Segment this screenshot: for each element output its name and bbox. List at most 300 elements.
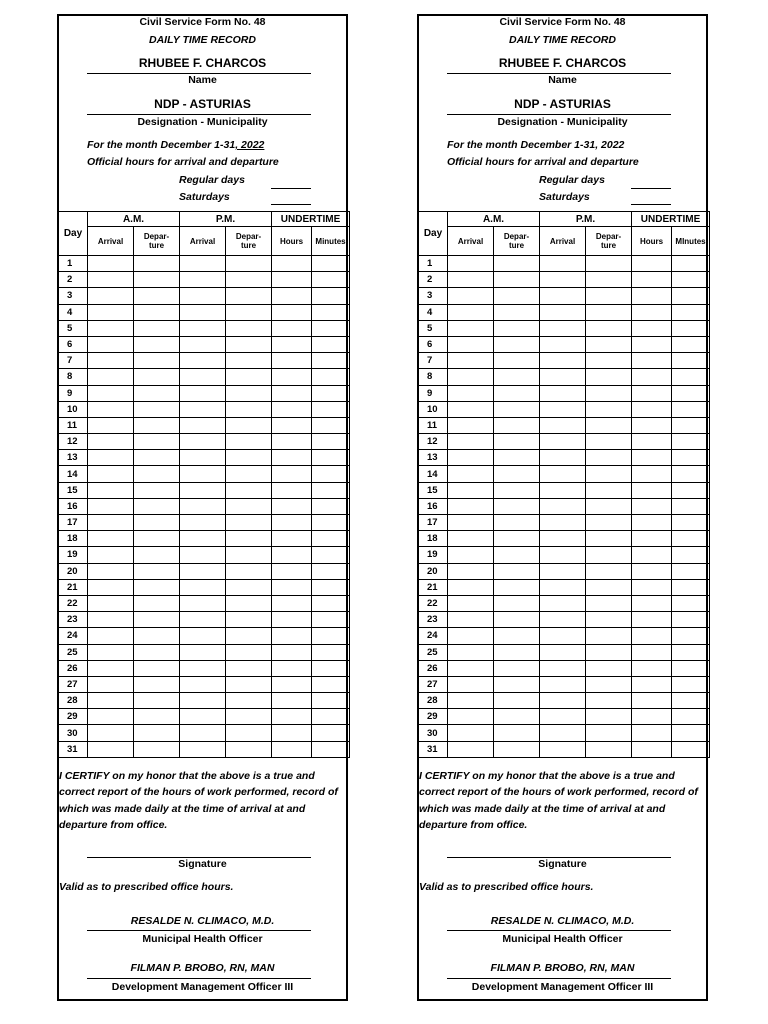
time-entry-cell[interactable] xyxy=(448,676,494,692)
time-entry-cell[interactable] xyxy=(632,644,672,660)
time-entry-cell[interactable] xyxy=(88,401,134,417)
time-entry-cell[interactable] xyxy=(312,612,350,628)
time-entry-cell[interactable] xyxy=(226,450,272,466)
time-entry-cell[interactable] xyxy=(672,676,710,692)
time-entry-cell[interactable] xyxy=(494,369,540,385)
time-entry-cell[interactable] xyxy=(448,434,494,450)
time-entry-cell[interactable] xyxy=(494,466,540,482)
time-entry-cell[interactable] xyxy=(226,401,272,417)
time-entry-cell[interactable] xyxy=(540,304,586,320)
time-entry-cell[interactable] xyxy=(494,304,540,320)
time-entry-cell[interactable] xyxy=(632,272,672,288)
time-entry-cell[interactable] xyxy=(134,434,180,450)
time-entry-cell[interactable] xyxy=(448,320,494,336)
time-entry-cell[interactable] xyxy=(180,693,226,709)
saturdays-blank[interactable] xyxy=(631,204,671,205)
time-entry-cell[interactable] xyxy=(448,256,494,272)
time-entry-cell[interactable] xyxy=(586,515,632,531)
time-entry-cell[interactable] xyxy=(312,676,350,692)
time-entry-cell[interactable] xyxy=(632,466,672,482)
time-entry-cell[interactable] xyxy=(586,272,632,288)
time-entry-cell[interactable] xyxy=(448,628,494,644)
time-entry-cell[interactable] xyxy=(312,482,350,498)
time-entry-cell[interactable] xyxy=(226,515,272,531)
time-entry-cell[interactable] xyxy=(494,498,540,514)
time-entry-cell[interactable] xyxy=(632,401,672,417)
time-entry-cell[interactable] xyxy=(226,595,272,611)
time-entry-cell[interactable] xyxy=(88,336,134,352)
time-entry-cell[interactable] xyxy=(312,644,350,660)
time-entry-cell[interactable] xyxy=(540,369,586,385)
time-entry-cell[interactable] xyxy=(632,434,672,450)
time-entry-cell[interactable] xyxy=(494,628,540,644)
time-entry-cell[interactable] xyxy=(180,547,226,563)
time-entry-cell[interactable] xyxy=(272,369,312,385)
time-entry-cell[interactable] xyxy=(88,466,134,482)
time-entry-cell[interactable] xyxy=(180,385,226,401)
time-entry-cell[interactable] xyxy=(540,515,586,531)
time-entry-cell[interactable] xyxy=(586,547,632,563)
time-entry-cell[interactable] xyxy=(180,579,226,595)
time-entry-cell[interactable] xyxy=(226,466,272,482)
time-entry-cell[interactable] xyxy=(540,417,586,433)
time-entry-cell[interactable] xyxy=(272,320,312,336)
time-entry-cell[interactable] xyxy=(88,709,134,725)
time-entry-cell[interactable] xyxy=(272,644,312,660)
time-entry-cell[interactable] xyxy=(494,515,540,531)
time-entry-cell[interactable] xyxy=(540,288,586,304)
time-entry-cell[interactable] xyxy=(494,336,540,352)
time-entry-cell[interactable] xyxy=(448,353,494,369)
time-entry-cell[interactable] xyxy=(134,417,180,433)
time-entry-cell[interactable] xyxy=(632,676,672,692)
time-entry-cell[interactable] xyxy=(272,531,312,547)
time-entry-cell[interactable] xyxy=(226,482,272,498)
time-entry-cell[interactable] xyxy=(586,434,632,450)
time-entry-cell[interactable] xyxy=(586,482,632,498)
time-entry-cell[interactable] xyxy=(134,401,180,417)
time-entry-cell[interactable] xyxy=(672,304,710,320)
time-entry-cell[interactable] xyxy=(672,741,710,757)
time-entry-cell[interactable] xyxy=(632,482,672,498)
time-entry-cell[interactable] xyxy=(272,336,312,352)
time-entry-cell[interactable] xyxy=(494,401,540,417)
time-entry-cell[interactable] xyxy=(540,628,586,644)
time-entry-cell[interactable] xyxy=(272,741,312,757)
time-entry-cell[interactable] xyxy=(226,336,272,352)
time-entry-cell[interactable] xyxy=(448,515,494,531)
time-entry-cell[interactable] xyxy=(134,628,180,644)
time-entry-cell[interactable] xyxy=(448,450,494,466)
time-entry-cell[interactable] xyxy=(134,693,180,709)
time-entry-cell[interactable] xyxy=(180,434,226,450)
time-entry-cell[interactable] xyxy=(632,628,672,644)
time-entry-cell[interactable] xyxy=(272,676,312,692)
time-entry-cell[interactable] xyxy=(272,547,312,563)
time-entry-cell[interactable] xyxy=(540,401,586,417)
time-entry-cell[interactable] xyxy=(180,272,226,288)
time-entry-cell[interactable] xyxy=(632,547,672,563)
time-entry-cell[interactable] xyxy=(632,498,672,514)
time-entry-cell[interactable] xyxy=(134,644,180,660)
time-entry-cell[interactable] xyxy=(312,547,350,563)
time-entry-cell[interactable] xyxy=(672,336,710,352)
time-entry-cell[interactable] xyxy=(134,369,180,385)
time-entry-cell[interactable] xyxy=(88,693,134,709)
time-entry-cell[interactable] xyxy=(632,725,672,741)
time-entry-cell[interactable] xyxy=(494,272,540,288)
time-entry-cell[interactable] xyxy=(88,612,134,628)
time-entry-cell[interactable] xyxy=(88,741,134,757)
time-entry-cell[interactable] xyxy=(672,709,710,725)
time-entry-cell[interactable] xyxy=(632,256,672,272)
time-entry-cell[interactable] xyxy=(312,385,350,401)
time-entry-cell[interactable] xyxy=(134,579,180,595)
time-entry-cell[interactable] xyxy=(494,725,540,741)
time-entry-cell[interactable] xyxy=(226,676,272,692)
time-entry-cell[interactable] xyxy=(672,320,710,336)
time-entry-cell[interactable] xyxy=(586,288,632,304)
time-entry-cell[interactable] xyxy=(272,498,312,514)
time-entry-cell[interactable] xyxy=(226,693,272,709)
time-entry-cell[interactable] xyxy=(226,498,272,514)
time-entry-cell[interactable] xyxy=(672,595,710,611)
time-entry-cell[interactable] xyxy=(134,515,180,531)
time-entry-cell[interactable] xyxy=(312,336,350,352)
time-entry-cell[interactable] xyxy=(88,579,134,595)
time-entry-cell[interactable] xyxy=(312,434,350,450)
time-entry-cell[interactable] xyxy=(134,482,180,498)
time-entry-cell[interactable] xyxy=(312,450,350,466)
time-entry-cell[interactable] xyxy=(180,369,226,385)
saturdays-blank[interactable] xyxy=(271,204,311,205)
time-entry-cell[interactable] xyxy=(88,320,134,336)
time-entry-cell[interactable] xyxy=(272,709,312,725)
time-entry-cell[interactable] xyxy=(540,450,586,466)
time-entry-cell[interactable] xyxy=(312,660,350,676)
time-entry-cell[interactable] xyxy=(672,288,710,304)
time-entry-cell[interactable] xyxy=(586,579,632,595)
time-entry-cell[interactable] xyxy=(448,482,494,498)
time-entry-cell[interactable] xyxy=(88,676,134,692)
time-entry-cell[interactable] xyxy=(180,709,226,725)
time-entry-cell[interactable] xyxy=(494,320,540,336)
time-entry-cell[interactable] xyxy=(672,660,710,676)
time-entry-cell[interactable] xyxy=(312,304,350,320)
time-entry-cell[interactable] xyxy=(448,272,494,288)
time-entry-cell[interactable] xyxy=(540,725,586,741)
time-entry-cell[interactable] xyxy=(586,693,632,709)
time-entry-cell[interactable] xyxy=(586,369,632,385)
time-entry-cell[interactable] xyxy=(226,741,272,757)
time-entry-cell[interactable] xyxy=(226,385,272,401)
time-entry-cell[interactable] xyxy=(88,531,134,547)
time-entry-cell[interactable] xyxy=(632,595,672,611)
time-entry-cell[interactable] xyxy=(632,336,672,352)
time-entry-cell[interactable] xyxy=(272,385,312,401)
time-entry-cell[interactable] xyxy=(134,547,180,563)
time-entry-cell[interactable] xyxy=(494,660,540,676)
time-entry-cell[interactable] xyxy=(134,676,180,692)
time-entry-cell[interactable] xyxy=(540,272,586,288)
time-entry-cell[interactable] xyxy=(180,595,226,611)
time-entry-cell[interactable] xyxy=(312,563,350,579)
time-entry-cell[interactable] xyxy=(672,417,710,433)
time-entry-cell[interactable] xyxy=(180,466,226,482)
time-entry-cell[interactable] xyxy=(540,612,586,628)
time-entry-cell[interactable] xyxy=(272,595,312,611)
time-entry-cell[interactable] xyxy=(494,644,540,660)
time-entry-cell[interactable] xyxy=(226,304,272,320)
time-entry-cell[interactable] xyxy=(134,450,180,466)
time-entry-cell[interactable] xyxy=(672,466,710,482)
time-entry-cell[interactable] xyxy=(672,450,710,466)
time-entry-cell[interactable] xyxy=(134,288,180,304)
time-entry-cell[interactable] xyxy=(180,320,226,336)
time-entry-cell[interactable] xyxy=(540,531,586,547)
time-entry-cell[interactable] xyxy=(494,482,540,498)
time-entry-cell[interactable] xyxy=(226,288,272,304)
time-entry-cell[interactable] xyxy=(586,628,632,644)
time-entry-cell[interactable] xyxy=(134,498,180,514)
time-entry-cell[interactable] xyxy=(180,353,226,369)
time-entry-cell[interactable] xyxy=(88,660,134,676)
time-entry-cell[interactable] xyxy=(494,450,540,466)
time-entry-cell[interactable] xyxy=(448,417,494,433)
time-entry-cell[interactable] xyxy=(88,515,134,531)
time-entry-cell[interactable] xyxy=(672,401,710,417)
time-entry-cell[interactable] xyxy=(672,531,710,547)
time-entry-cell[interactable] xyxy=(586,401,632,417)
time-entry-cell[interactable] xyxy=(180,515,226,531)
time-entry-cell[interactable] xyxy=(632,693,672,709)
time-entry-cell[interactable] xyxy=(540,644,586,660)
time-entry-cell[interactable] xyxy=(88,547,134,563)
time-entry-cell[interactable] xyxy=(272,466,312,482)
time-entry-cell[interactable] xyxy=(672,353,710,369)
time-entry-cell[interactable] xyxy=(448,385,494,401)
time-entry-cell[interactable] xyxy=(134,385,180,401)
time-entry-cell[interactable] xyxy=(540,466,586,482)
time-entry-cell[interactable] xyxy=(448,660,494,676)
time-entry-cell[interactable] xyxy=(494,563,540,579)
time-entry-cell[interactable] xyxy=(88,434,134,450)
time-entry-cell[interactable] xyxy=(494,595,540,611)
time-entry-cell[interactable] xyxy=(226,531,272,547)
time-entry-cell[interactable] xyxy=(180,741,226,757)
time-entry-cell[interactable] xyxy=(672,612,710,628)
time-entry-cell[interactable] xyxy=(494,256,540,272)
time-entry-cell[interactable] xyxy=(632,709,672,725)
time-entry-cell[interactable] xyxy=(180,482,226,498)
time-entry-cell[interactable] xyxy=(632,304,672,320)
time-entry-cell[interactable] xyxy=(180,450,226,466)
time-entry-cell[interactable] xyxy=(586,353,632,369)
time-entry-cell[interactable] xyxy=(134,563,180,579)
time-entry-cell[interactable] xyxy=(494,288,540,304)
time-entry-cell[interactable] xyxy=(448,725,494,741)
time-entry-cell[interactable] xyxy=(672,547,710,563)
time-entry-cell[interactable] xyxy=(586,741,632,757)
time-entry-cell[interactable] xyxy=(540,498,586,514)
time-entry-cell[interactable] xyxy=(180,725,226,741)
time-entry-cell[interactable] xyxy=(134,709,180,725)
time-entry-cell[interactable] xyxy=(632,563,672,579)
time-entry-cell[interactable] xyxy=(494,531,540,547)
time-entry-cell[interactable] xyxy=(180,676,226,692)
time-entry-cell[interactable] xyxy=(448,547,494,563)
time-entry-cell[interactable] xyxy=(134,336,180,352)
time-entry-cell[interactable] xyxy=(226,434,272,450)
time-entry-cell[interactable] xyxy=(272,434,312,450)
time-entry-cell[interactable] xyxy=(586,466,632,482)
time-entry-cell[interactable] xyxy=(632,353,672,369)
time-entry-cell[interactable] xyxy=(312,531,350,547)
time-entry-cell[interactable] xyxy=(494,547,540,563)
time-entry-cell[interactable] xyxy=(134,725,180,741)
time-entry-cell[interactable] xyxy=(226,660,272,676)
time-entry-cell[interactable] xyxy=(448,336,494,352)
time-entry-cell[interactable] xyxy=(272,579,312,595)
time-entry-cell[interactable] xyxy=(226,709,272,725)
time-entry-cell[interactable] xyxy=(134,256,180,272)
time-entry-cell[interactable] xyxy=(672,725,710,741)
time-entry-cell[interactable] xyxy=(226,369,272,385)
time-entry-cell[interactable] xyxy=(180,256,226,272)
time-entry-cell[interactable] xyxy=(448,531,494,547)
time-entry-cell[interactable] xyxy=(226,353,272,369)
time-entry-cell[interactable] xyxy=(494,693,540,709)
time-entry-cell[interactable] xyxy=(88,417,134,433)
time-entry-cell[interactable] xyxy=(88,304,134,320)
time-entry-cell[interactable] xyxy=(586,256,632,272)
time-entry-cell[interactable] xyxy=(88,725,134,741)
time-entry-cell[interactable] xyxy=(88,498,134,514)
time-entry-cell[interactable] xyxy=(586,450,632,466)
time-entry-cell[interactable] xyxy=(312,693,350,709)
time-entry-cell[interactable] xyxy=(540,320,586,336)
time-entry-cell[interactable] xyxy=(272,272,312,288)
time-entry-cell[interactable] xyxy=(226,579,272,595)
time-entry-cell[interactable] xyxy=(312,498,350,514)
time-entry-cell[interactable] xyxy=(226,256,272,272)
time-entry-cell[interactable] xyxy=(540,563,586,579)
time-entry-cell[interactable] xyxy=(586,531,632,547)
time-entry-cell[interactable] xyxy=(672,563,710,579)
time-entry-cell[interactable] xyxy=(226,725,272,741)
time-entry-cell[interactable] xyxy=(448,644,494,660)
time-entry-cell[interactable] xyxy=(494,676,540,692)
time-entry-cell[interactable] xyxy=(88,256,134,272)
time-entry-cell[interactable] xyxy=(672,628,710,644)
time-entry-cell[interactable] xyxy=(586,676,632,692)
time-entry-cell[interactable] xyxy=(448,709,494,725)
time-entry-cell[interactable] xyxy=(272,515,312,531)
time-entry-cell[interactable] xyxy=(586,709,632,725)
time-entry-cell[interactable] xyxy=(632,612,672,628)
time-entry-cell[interactable] xyxy=(312,515,350,531)
time-entry-cell[interactable] xyxy=(180,563,226,579)
time-entry-cell[interactable] xyxy=(88,563,134,579)
time-entry-cell[interactable] xyxy=(226,612,272,628)
time-entry-cell[interactable] xyxy=(134,595,180,611)
time-entry-cell[interactable] xyxy=(180,644,226,660)
time-entry-cell[interactable] xyxy=(494,741,540,757)
time-entry-cell[interactable] xyxy=(312,288,350,304)
time-entry-cell[interactable] xyxy=(672,369,710,385)
time-entry-cell[interactable] xyxy=(586,304,632,320)
time-entry-cell[interactable] xyxy=(540,353,586,369)
time-entry-cell[interactable] xyxy=(448,304,494,320)
time-entry-cell[interactable] xyxy=(134,304,180,320)
time-entry-cell[interactable] xyxy=(312,595,350,611)
time-entry-cell[interactable] xyxy=(494,612,540,628)
time-entry-cell[interactable] xyxy=(312,369,350,385)
time-entry-cell[interactable] xyxy=(672,515,710,531)
time-entry-cell[interactable] xyxy=(226,644,272,660)
time-entry-cell[interactable] xyxy=(180,401,226,417)
time-entry-cell[interactable] xyxy=(272,288,312,304)
time-entry-cell[interactable] xyxy=(586,563,632,579)
time-entry-cell[interactable] xyxy=(448,466,494,482)
time-entry-cell[interactable] xyxy=(632,660,672,676)
time-entry-cell[interactable] xyxy=(180,498,226,514)
time-entry-cell[interactable] xyxy=(226,272,272,288)
time-entry-cell[interactable] xyxy=(632,450,672,466)
time-entry-cell[interactable] xyxy=(632,515,672,531)
time-entry-cell[interactable] xyxy=(134,466,180,482)
time-entry-cell[interactable] xyxy=(180,288,226,304)
time-entry-cell[interactable] xyxy=(272,693,312,709)
time-entry-cell[interactable] xyxy=(272,563,312,579)
time-entry-cell[interactable] xyxy=(672,256,710,272)
time-entry-cell[interactable] xyxy=(312,725,350,741)
time-entry-cell[interactable] xyxy=(632,320,672,336)
time-entry-cell[interactable] xyxy=(540,676,586,692)
time-entry-cell[interactable] xyxy=(632,385,672,401)
time-entry-cell[interactable] xyxy=(226,547,272,563)
time-entry-cell[interactable] xyxy=(448,563,494,579)
time-entry-cell[interactable] xyxy=(586,595,632,611)
time-entry-cell[interactable] xyxy=(672,498,710,514)
time-entry-cell[interactable] xyxy=(672,579,710,595)
time-entry-cell[interactable] xyxy=(88,369,134,385)
time-entry-cell[interactable] xyxy=(272,612,312,628)
time-entry-cell[interactable] xyxy=(540,434,586,450)
time-entry-cell[interactable] xyxy=(586,385,632,401)
time-entry-cell[interactable] xyxy=(540,693,586,709)
time-entry-cell[interactable] xyxy=(272,353,312,369)
time-entry-cell[interactable] xyxy=(312,256,350,272)
time-entry-cell[interactable] xyxy=(540,579,586,595)
time-entry-cell[interactable] xyxy=(672,272,710,288)
time-entry-cell[interactable] xyxy=(586,417,632,433)
time-entry-cell[interactable] xyxy=(134,660,180,676)
time-entry-cell[interactable] xyxy=(88,628,134,644)
time-entry-cell[interactable] xyxy=(672,434,710,450)
time-entry-cell[interactable] xyxy=(586,336,632,352)
time-entry-cell[interactable] xyxy=(540,256,586,272)
time-entry-cell[interactable] xyxy=(180,417,226,433)
time-entry-cell[interactable] xyxy=(540,482,586,498)
time-entry-cell[interactable] xyxy=(586,660,632,676)
time-entry-cell[interactable] xyxy=(672,693,710,709)
regular-days-blank[interactable] xyxy=(271,188,311,189)
time-entry-cell[interactable] xyxy=(312,353,350,369)
time-entry-cell[interactable] xyxy=(180,336,226,352)
time-entry-cell[interactable] xyxy=(272,304,312,320)
time-entry-cell[interactable] xyxy=(586,498,632,514)
